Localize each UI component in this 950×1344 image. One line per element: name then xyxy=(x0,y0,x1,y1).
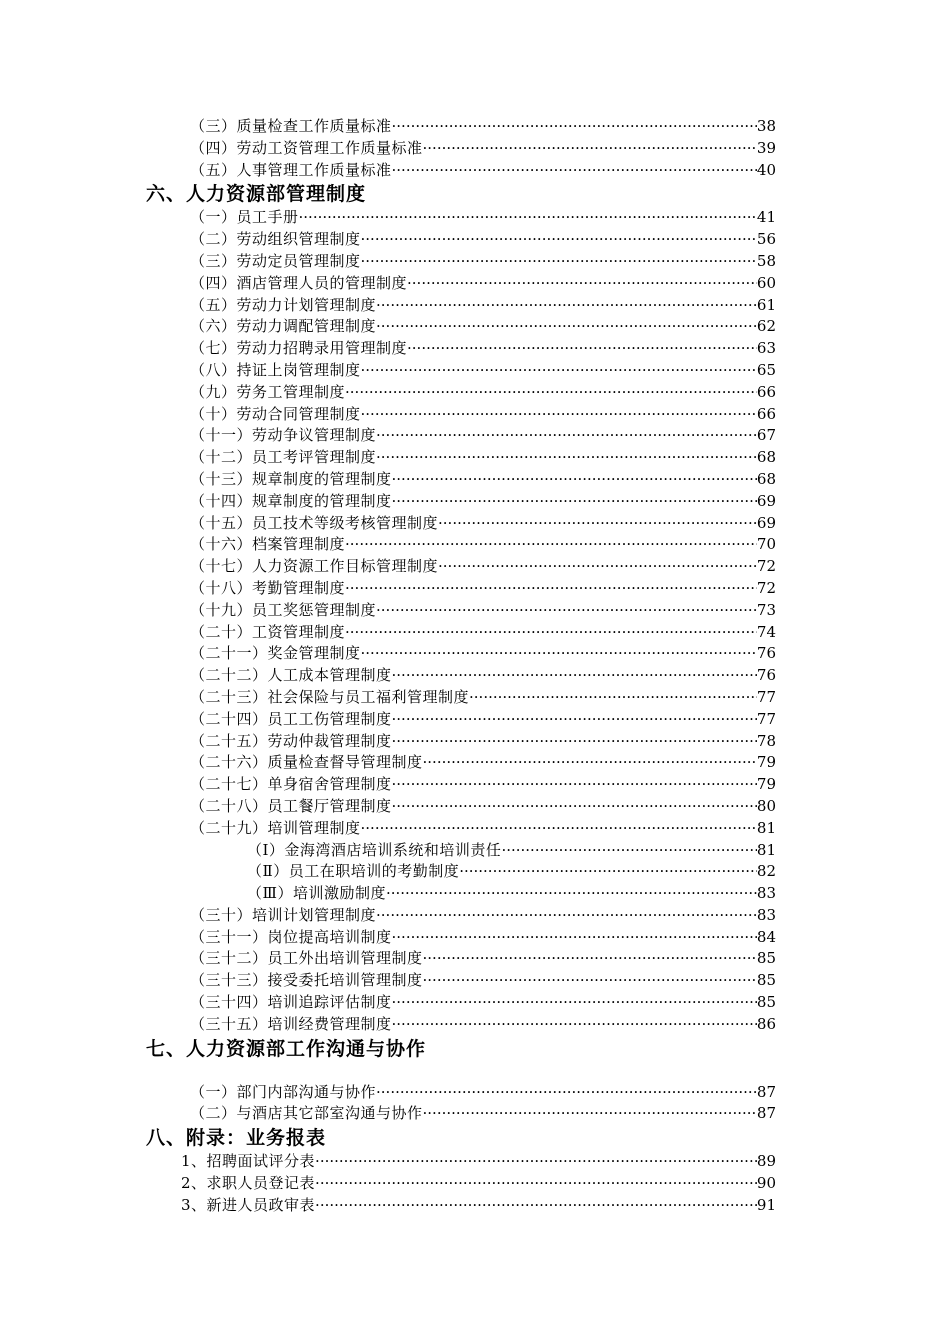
toc-entry[interactable] xyxy=(0,207,950,229)
toc-page-number: 61 xyxy=(756,295,776,314)
dot-leader xyxy=(361,229,757,251)
toc-entry[interactable] xyxy=(0,138,950,160)
toc-entry-label: （二十四）员工工伤管理制度 xyxy=(190,709,392,728)
toc-entry[interactable] xyxy=(0,709,950,731)
toc-entry[interactable] xyxy=(0,774,950,796)
dot-leader xyxy=(423,970,757,992)
toc-entry-label: （三十四）培训追踪评估制度 xyxy=(190,993,392,1012)
toc-entry-label: （十二）员工考评管理制度 xyxy=(190,448,377,467)
toc-entry-label: （十四）规章制度的管理制度 xyxy=(190,491,392,510)
toc-entry-label: （十七）人力资源工作目标管理制度 xyxy=(190,557,439,576)
toc-entry-label: （二）劳动组织管理制度 xyxy=(190,230,361,249)
toc-entry[interactable] xyxy=(0,622,950,644)
spacer xyxy=(0,1062,950,1082)
toc-page-number: 63 xyxy=(756,339,776,358)
toc-page-number: 85 xyxy=(756,971,776,990)
dot-leader xyxy=(392,927,757,949)
dot-leader xyxy=(361,360,757,382)
toc-page-number: 90 xyxy=(756,1174,776,1193)
dot-leader xyxy=(315,1195,757,1217)
dot-leader xyxy=(392,774,757,796)
dot-leader xyxy=(315,1151,757,1173)
toc-page-number: 81 xyxy=(756,840,776,859)
toc-entry[interactable] xyxy=(0,1195,950,1217)
toc-entry-label: （三十二）员工外出培训管理制度 xyxy=(190,949,423,968)
toc-page-number: 66 xyxy=(756,382,776,401)
toc-page-number: 87 xyxy=(756,1104,776,1123)
dot-leader xyxy=(392,160,757,182)
toc-entry[interactable] xyxy=(0,491,950,513)
toc-entry-label: （十一）劳动争议管理制度 xyxy=(190,426,377,445)
toc-page-number: 62 xyxy=(756,317,776,336)
dot-leader xyxy=(501,840,756,862)
toc-entry-label: （十）劳动合同管理制度 xyxy=(190,404,361,423)
toc-entry[interactable] xyxy=(0,1103,950,1125)
toc-entry-label: （八）持证上岗管理制度 xyxy=(190,360,361,379)
dot-leader xyxy=(392,469,757,491)
toc-entry-label: （五）劳动力计划管理制度 xyxy=(190,295,377,314)
toc-entry[interactable] xyxy=(0,992,950,1014)
toc-entry[interactable] xyxy=(0,1014,950,1036)
toc-page-number: 77 xyxy=(756,709,776,728)
dot-leader xyxy=(345,534,757,556)
section-heading: 七、人力资源部工作沟通与协作 xyxy=(146,1037,427,1060)
toc-page-number: 69 xyxy=(756,513,776,532)
toc-page-number: 79 xyxy=(756,753,776,772)
toc-entry[interactable] xyxy=(0,316,950,338)
toc-entry[interactable] xyxy=(0,295,950,317)
dot-leader xyxy=(376,316,757,338)
toc-entry[interactable] xyxy=(0,469,950,491)
dot-leader xyxy=(299,207,757,229)
toc-entry-label: 1、招聘面试评分表 xyxy=(181,1152,316,1171)
dot-leader xyxy=(345,578,757,600)
toc-entry-label: （二十九）培训管理制度 xyxy=(190,818,361,837)
toc-entry[interactable] xyxy=(0,905,950,927)
toc-entry[interactable] xyxy=(0,556,950,578)
toc-entry-label: （十八）考勤管理制度 xyxy=(190,578,346,597)
toc-entry-label: （三）劳动定员管理制度 xyxy=(190,251,361,270)
toc-entry-label: （一）员工手册 xyxy=(190,208,299,227)
toc-page-number: 60 xyxy=(756,273,776,292)
dot-leader xyxy=(423,1103,757,1125)
toc-entry-label: （九）劳务工管理制度 xyxy=(190,382,346,401)
toc-page-number: 76 xyxy=(756,644,776,663)
toc-entry-label: （Ⅰ）金海湾酒店培训系统和培训责任 xyxy=(247,840,502,859)
toc-entry[interactable] xyxy=(0,861,950,883)
dot-leader xyxy=(376,295,757,317)
toc-page-number: 56 xyxy=(756,230,776,249)
toc-entry[interactable] xyxy=(0,251,950,273)
toc-page-number: 81 xyxy=(756,818,776,837)
toc-entry-label: （十九）员工奖惩管理制度 xyxy=(190,600,377,619)
toc-entry-label: （六）劳动力调配管理制度 xyxy=(190,317,377,336)
dot-leader xyxy=(392,709,757,731)
toc-page-number: 79 xyxy=(756,775,776,794)
toc-entry-label: （二十六）质量检查督导管理制度 xyxy=(190,753,423,772)
toc-entry[interactable] xyxy=(0,643,950,665)
toc-entry-label: 2、求职人员登记表 xyxy=(181,1174,316,1193)
toc-entry-label: （四）劳动工资管理工作质量标准 xyxy=(190,138,423,157)
toc-page-number: 68 xyxy=(756,448,776,467)
toc-entry[interactable] xyxy=(0,360,950,382)
dot-leader xyxy=(376,1082,757,1104)
section-heading: 八、附录：业务报表 xyxy=(146,1127,327,1150)
toc-page-number: 77 xyxy=(756,687,776,706)
dot-leader xyxy=(376,447,757,469)
toc-entry-label: （二十五）劳动仲裁管理制度 xyxy=(190,731,392,750)
dot-leader xyxy=(392,116,757,138)
toc-entry-label: （五）人事管理工作质量标准 xyxy=(190,160,392,179)
toc-entry-label: （二十七）单身宿舍管理制度 xyxy=(190,775,392,794)
dot-leader xyxy=(392,491,757,513)
toc-page-number: 83 xyxy=(756,884,776,903)
toc-entry-label: （二）与酒店其它部室沟通与协作 xyxy=(190,1104,423,1123)
dot-leader xyxy=(423,948,757,970)
toc-entry[interactable] xyxy=(0,1173,950,1195)
toc-entry-label: （二十一）奖金管理制度 xyxy=(190,644,361,663)
toc-entry[interactable] xyxy=(0,513,950,535)
toc-entry[interactable] xyxy=(0,752,950,774)
toc-entry-label: （二十八）员工餐厅管理制度 xyxy=(190,796,392,815)
dot-leader xyxy=(423,752,757,774)
toc-entry[interactable] xyxy=(0,229,950,251)
toc-entry[interactable] xyxy=(0,731,950,753)
toc-entry[interactable] xyxy=(0,883,950,905)
dot-leader xyxy=(392,731,757,753)
dot-leader xyxy=(386,883,757,905)
toc-page-number: 65 xyxy=(756,360,776,379)
dot-leader xyxy=(392,1014,757,1036)
toc-entry[interactable] xyxy=(0,273,950,295)
toc-entry[interactable] xyxy=(0,534,950,556)
toc-entry-label: 3、新进人员政审表 xyxy=(181,1195,316,1214)
toc-entry[interactable] xyxy=(0,1082,950,1104)
dot-leader xyxy=(345,622,757,644)
toc-entry[interactable] xyxy=(0,927,950,949)
dot-leader xyxy=(376,600,757,622)
toc-page-number: 82 xyxy=(756,862,776,881)
dot-leader xyxy=(376,905,757,927)
toc-entry[interactable] xyxy=(0,578,950,600)
dot-leader xyxy=(392,992,757,1014)
dot-leader xyxy=(459,861,757,883)
toc-page-number: 91 xyxy=(756,1195,776,1214)
toc-page-number: 80 xyxy=(756,796,776,815)
dot-leader xyxy=(438,556,757,578)
dot-leader xyxy=(438,513,757,535)
toc-page-number: 83 xyxy=(756,905,776,924)
toc-entry-label: （四）酒店管理人员的管理制度 xyxy=(190,273,408,292)
dot-leader xyxy=(361,818,757,840)
toc-entry-label: （三）质量检查工作质量标准 xyxy=(190,117,392,135)
toc-entry-label: （三十一）岗位提高培训制度 xyxy=(190,927,392,946)
toc-entry-label: （十三）规章制度的管理制度 xyxy=(190,469,392,488)
toc-entry-label: （三十五）培训经费管理制度 xyxy=(190,1014,392,1033)
toc-entry-label: （十六）档案管理制度 xyxy=(190,535,346,554)
toc-page-number: 58 xyxy=(756,251,776,270)
toc-entry-label: （二十）工资管理制度 xyxy=(190,622,346,641)
toc-entry[interactable] xyxy=(0,970,950,992)
toc-entry-label: （二十二）人工成本管理制度 xyxy=(190,666,392,685)
toc-page-number: 74 xyxy=(756,622,776,641)
toc-page-number: 78 xyxy=(756,731,776,750)
dot-leader xyxy=(376,425,757,447)
toc-page-number: 67 xyxy=(756,426,776,445)
toc-page-number: 66 xyxy=(756,404,776,423)
toc-entry-label: （Ⅱ）员工在职培训的考勤制度 xyxy=(247,862,460,881)
toc-page-number: 76 xyxy=(756,666,776,685)
toc-entry-label: （三十）培训计划管理制度 xyxy=(190,905,377,924)
toc-page-number: 68 xyxy=(756,469,776,488)
toc-entry-label: （一）部门内部沟通与协作 xyxy=(190,1082,377,1101)
toc-page-number: 72 xyxy=(756,578,776,597)
toc-entry-label: （三十三）接受委托培训管理制度 xyxy=(190,971,423,990)
toc-entry[interactable] xyxy=(0,600,950,622)
toc-entry[interactable] xyxy=(0,840,950,862)
dot-leader xyxy=(315,1173,757,1195)
toc-entry[interactable] xyxy=(0,948,950,970)
dot-leader xyxy=(407,273,757,295)
toc-entry[interactable] xyxy=(0,425,950,447)
toc-entry[interactable] xyxy=(0,447,950,469)
toc-page-number: 41 xyxy=(756,208,776,227)
dot-leader xyxy=(361,643,757,665)
toc-page-number: 87 xyxy=(756,1082,776,1101)
dot-leader xyxy=(392,796,757,818)
toc-entry[interactable] xyxy=(0,382,950,404)
toc-entry[interactable] xyxy=(0,116,950,138)
toc-page-number: 40 xyxy=(756,160,776,179)
toc-page-number: 69 xyxy=(756,491,776,510)
toc-page-number: 39 xyxy=(756,138,776,157)
toc-page-number: 38 xyxy=(756,117,776,135)
toc-entry[interactable] xyxy=(0,1151,950,1173)
toc-page-number: 89 xyxy=(756,1152,776,1171)
dot-leader xyxy=(345,382,757,404)
toc-entry-label: （十五）员工技术等级考核管理制度 xyxy=(190,513,439,532)
dot-leader xyxy=(361,404,757,426)
dot-leader xyxy=(423,138,757,160)
toc-page-number: 84 xyxy=(756,927,776,946)
toc-entry-label: （Ⅲ）培训激励制度 xyxy=(247,884,386,903)
dot-leader xyxy=(407,338,757,360)
toc-entry[interactable] xyxy=(0,160,950,182)
toc-page-number: 72 xyxy=(756,557,776,576)
toc-entry[interactable] xyxy=(0,818,950,840)
dot-leader xyxy=(469,687,757,709)
table-of-contents xyxy=(0,116,950,1217)
toc-page-number: 85 xyxy=(756,993,776,1012)
toc-entry[interactable] xyxy=(0,665,950,687)
toc-page-number: 86 xyxy=(756,1014,776,1033)
toc-entry[interactable] xyxy=(0,796,950,818)
toc-page-number: 85 xyxy=(756,949,776,968)
toc-page-number: 70 xyxy=(756,535,776,554)
toc-entry[interactable] xyxy=(0,404,950,426)
toc-entry-label: （二十三）社会保险与员工福利管理制度 xyxy=(190,687,470,706)
toc-page-number: 73 xyxy=(756,600,776,619)
dot-leader xyxy=(392,665,757,687)
toc-entry-label: （七）劳动力招聘录用管理制度 xyxy=(190,339,408,358)
toc-entry[interactable] xyxy=(0,687,950,709)
dot-leader xyxy=(361,251,757,273)
section-heading: 六、人力资源部管理制度 xyxy=(146,183,367,206)
toc-entry[interactable] xyxy=(0,338,950,360)
